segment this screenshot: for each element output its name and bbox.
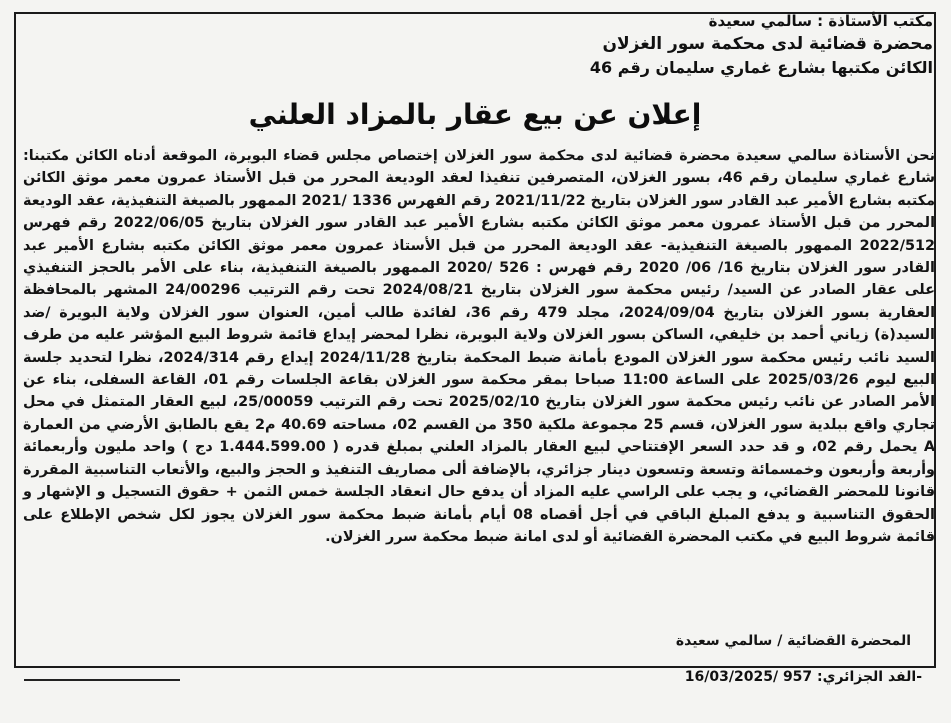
publication-footer <box>16 668 936 690</box>
notice-header <box>33 10 933 79</box>
office-address: الكائن مكتبها بشارع غماري سليمان رقم 46 <box>589 58 933 77</box>
notice-title: إعلان عن بيع عقار بالمزاد العلني <box>248 98 702 131</box>
footer-rule <box>24 679 180 681</box>
publication-reference: -الفد الجزائري: 957 /16/03/2025 <box>684 669 922 685</box>
signature: المحضرة القضائية / سالمي سعيدة <box>675 633 911 649</box>
bailiff-role: محضرة قضائية لدى محكمة سور الغزلان <box>602 34 933 54</box>
office-name: مكتب الأستاذة : سالمي سعيدة <box>708 12 933 30</box>
notice-body <box>23 145 935 548</box>
notice-body-text: نحن الأستاذة سالمي سعيدة محضرة قضائية لدى محكمة سور الغزلان إختصاص مجلس قضاء البويرة، الموقعة أدناه الكائن مكتبنا: شارع غماري سليمان رقم 46، بسور الغزلان، المتصرفين تنفيذا لعقد الوديعة المحرر من قبل الأستاذ عمرون معمر موثق الكائن مكتبه بشارع الأمير عبد القادر سور الغزلان بتاريخ 2021/11/22 رقم الفهرس 1336 /2021 الممهور بالصيغة التنفيذية، عقد الوديعة المحرر من قبل الأستاذ عمرون معمر موثق الكائن مكتبه بشارع الأمير عبد القادر سور الغزلان بتاريخ 2022/06/05 رقم فهرس 2022/512 الممهور بالصيغة التنفيذية- عقد الوديعة المحرر من قبل الأستاذ عمرون معمر موثق الكائن مكتبه بشارع الأمير عبد القادر سور الغزلان بتاريخ 16/ 06/ 2020 رقم فهرس : 526 /2020 الممهور بالصيغة التنفيذية، بناء على الأمر بالحجز التنفيذي على عقار الصادر عن السيد/ رئيس محكمة سور الغزلان بتاريخ 2024/08/21 تحت رقم الترتيب 24/00296 المشهر بالمحافظة العقارية بسور الغزلان بتاريخ 2024/09/04، مجلد 479 رقم 36، لفائدة طالب أمين، العنوان سور الغزلان ولاية البويرة /ضد السيد(ة) زياني أحمد بن خليفي، الساكن بسور الغزلان ولاية البويرة، نظرا لمحضر إيداع قائمة شروط البيع المؤشر عليه من طرف السيد نائب رئيس محكمة سور الغزلان المودع بأمانة ضبط المحكمة بتاريخ 2024/11/28 إيداع رقم 2024/314، نظرا لتحديد جلسة البيع ليوم 2025/03/26 على الساعة 11:00 صباحا بمقر محكمة سور الغزلان بقاعة الجلسات رقم 01، القاعة السفلى، بناء عن الأمر الصادر عن نائب رئيس محكمة سور الغزلان بتاريخ 2025/02/10 تحت رقم الترتيب 25/00059، لبيع العقار المتمثل في محل تجاري واقع ببلدية سور الغزلان، قسم 25 مجموعة ملكية 350 من القسم 02، مساحته 40.69 م2 يقع بالطابق الأرضي من العمارة A يحمل رقم 02، و قد حدد السعر الإفتتاحي لبيع العقار بالمزاد العلني بمبلغ قدره ( 1.444.599.00 دج ) واحد مليون وأربعمائة وأربعة وأربعون وخمسمائة وتسعة وتسعون دينار جزائري، بالإضافة ألى مصاريف التنفيذ و الحجز والبيع، والأتعاب التناسبية المقررة قانونا للمحضر القضائي، و يجب على الراسي عليه المزاد أن يدفع حال انعقاد الجلسة خمس الثمن + حقوق التسجيل و الإشهار و الحقوق التناسبية و يدفع المبلغ الباقي في أجل أقصاه 08 أيام بأمانة ضبط محكمة سور الغزلان يجوز لكل شخص الإطلاع على قائمة شروط البيع في مكتب المحضرة القضائية أو لدى امانة ضبط محكمة سرر الغزلان. <box>23 148 936 545</box>
